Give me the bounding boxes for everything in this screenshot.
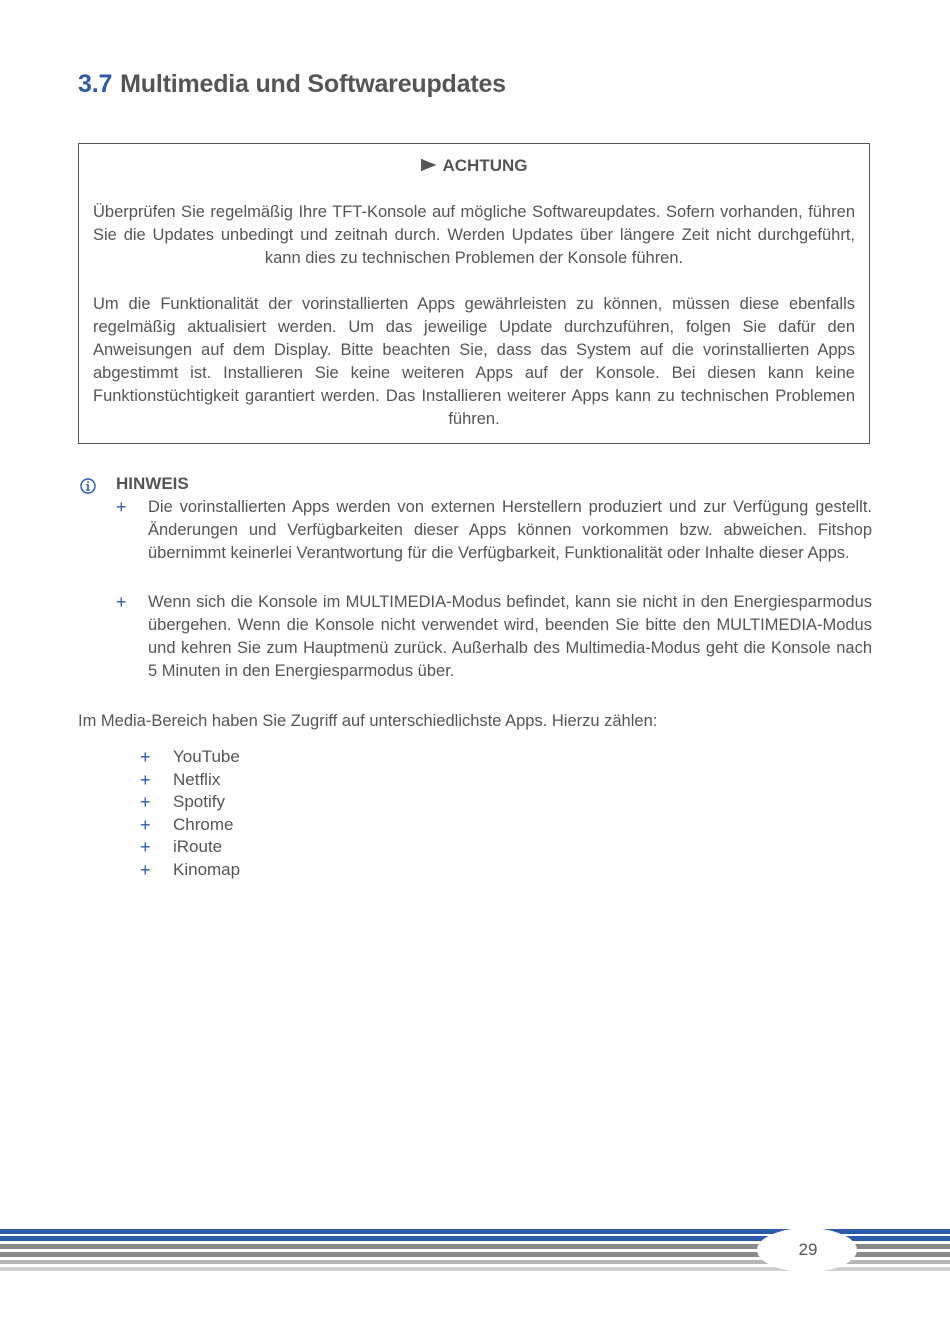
plus-icon: +	[140, 837, 151, 858]
list-item	[140, 836, 240, 859]
list-item	[140, 769, 240, 792]
section-title: Multimedia und Softwareupdates	[120, 70, 506, 98]
note-item	[116, 591, 872, 683]
note-item	[116, 496, 872, 565]
info-icon	[80, 478, 96, 494]
plus-icon: +	[140, 814, 151, 835]
section-heading	[78, 70, 506, 99]
app-name: YouTube	[173, 747, 240, 766]
section-number: 3.7	[78, 70, 113, 98]
list-item	[140, 814, 240, 837]
warning-header	[79, 156, 869, 176]
app-name: Spotify	[173, 792, 225, 812]
list-item	[140, 791, 240, 814]
warning-paragraph-2: Um die Funktionalität der vorinstallierten Apps gewährleisten zu können, müssen diese ebenfalls regelmäßig aktualisiert werden. Um das jeweilige Update durchzuführen, folgen Sie dafür den Anweisungen auf dem Display. Bitte beachten Sie, dass das System auf die vorinstallierten Apps abgestimmt ist. Installieren Sie keine weiteren Apps auf der Konsole. Bei diesen kann keine Funktionstüchtigkeit garantiert werden. Das Installieren weiterer Apps kann zu technischen Problemen führen.	[93, 295, 855, 428]
note-item-text: Wenn sich die Konsole im MULTIMEDIA-Modus befindet, kann sie nicht in den Energiesparmodus übergehen. Wenn die Konsole nicht verwendet wird, beenden Sie bitte den MULTIMEDIA-Modus und kehren Sie zum Hauptmenü zurück. Außerhalb des Multimedia-Modus geht die Konsole nach 5 Minuten in den Energiesparmodus über.	[148, 593, 872, 680]
warning-box	[78, 143, 870, 444]
list-item	[140, 859, 240, 882]
page-number: 29	[798, 1240, 818, 1259]
note-item-text: Die vorinstallierten Apps werden von externen Herstellern produziert und zur Verfügung gestellt. Änderungen und Verfügbarkeiten dieser Apps können vorkommen bzw. abweichen. Fitshop übernimmt keinerlei Verantwortung für die Verfügbarkeit, Funktionalität oder Inhalte dieser Apps.	[148, 498, 872, 562]
plus-icon: +	[140, 859, 151, 880]
intro-text: Im Media-Bereich haben Sie Zugriff auf unterschiedlichste Apps. Hierzu zählen:	[78, 712, 658, 730]
plus-icon: +	[140, 792, 151, 813]
list-item	[140, 746, 240, 769]
plus-icon: +	[140, 769, 151, 790]
app-list	[140, 746, 240, 882]
app-name: iRoute	[173, 837, 223, 857]
plus-icon: +	[116, 592, 127, 612]
app-name: Chrome	[173, 814, 234, 834]
warning-title: ACHTUNG	[442, 156, 528, 175]
app-name: Kinomap	[173, 859, 241, 879]
flag-icon	[421, 159, 437, 171]
app-name: Netflix	[173, 769, 221, 789]
warning-paragraph-1: Überprüfen Sie regelmäßig Ihre TFT-Konsole auf mögliche Softwareupdates. Sofern vorhanden, führen Sie die Updates unbedingt und zeitnah durch. Werden Updates über längere Zeit nicht durchgeführt, kann dies zu technischen Problemen der Konsole führen.	[93, 203, 855, 267]
plus-icon: +	[116, 497, 127, 517]
plus-icon: +	[140, 747, 151, 767]
note-label: HINWEIS	[116, 474, 189, 493]
